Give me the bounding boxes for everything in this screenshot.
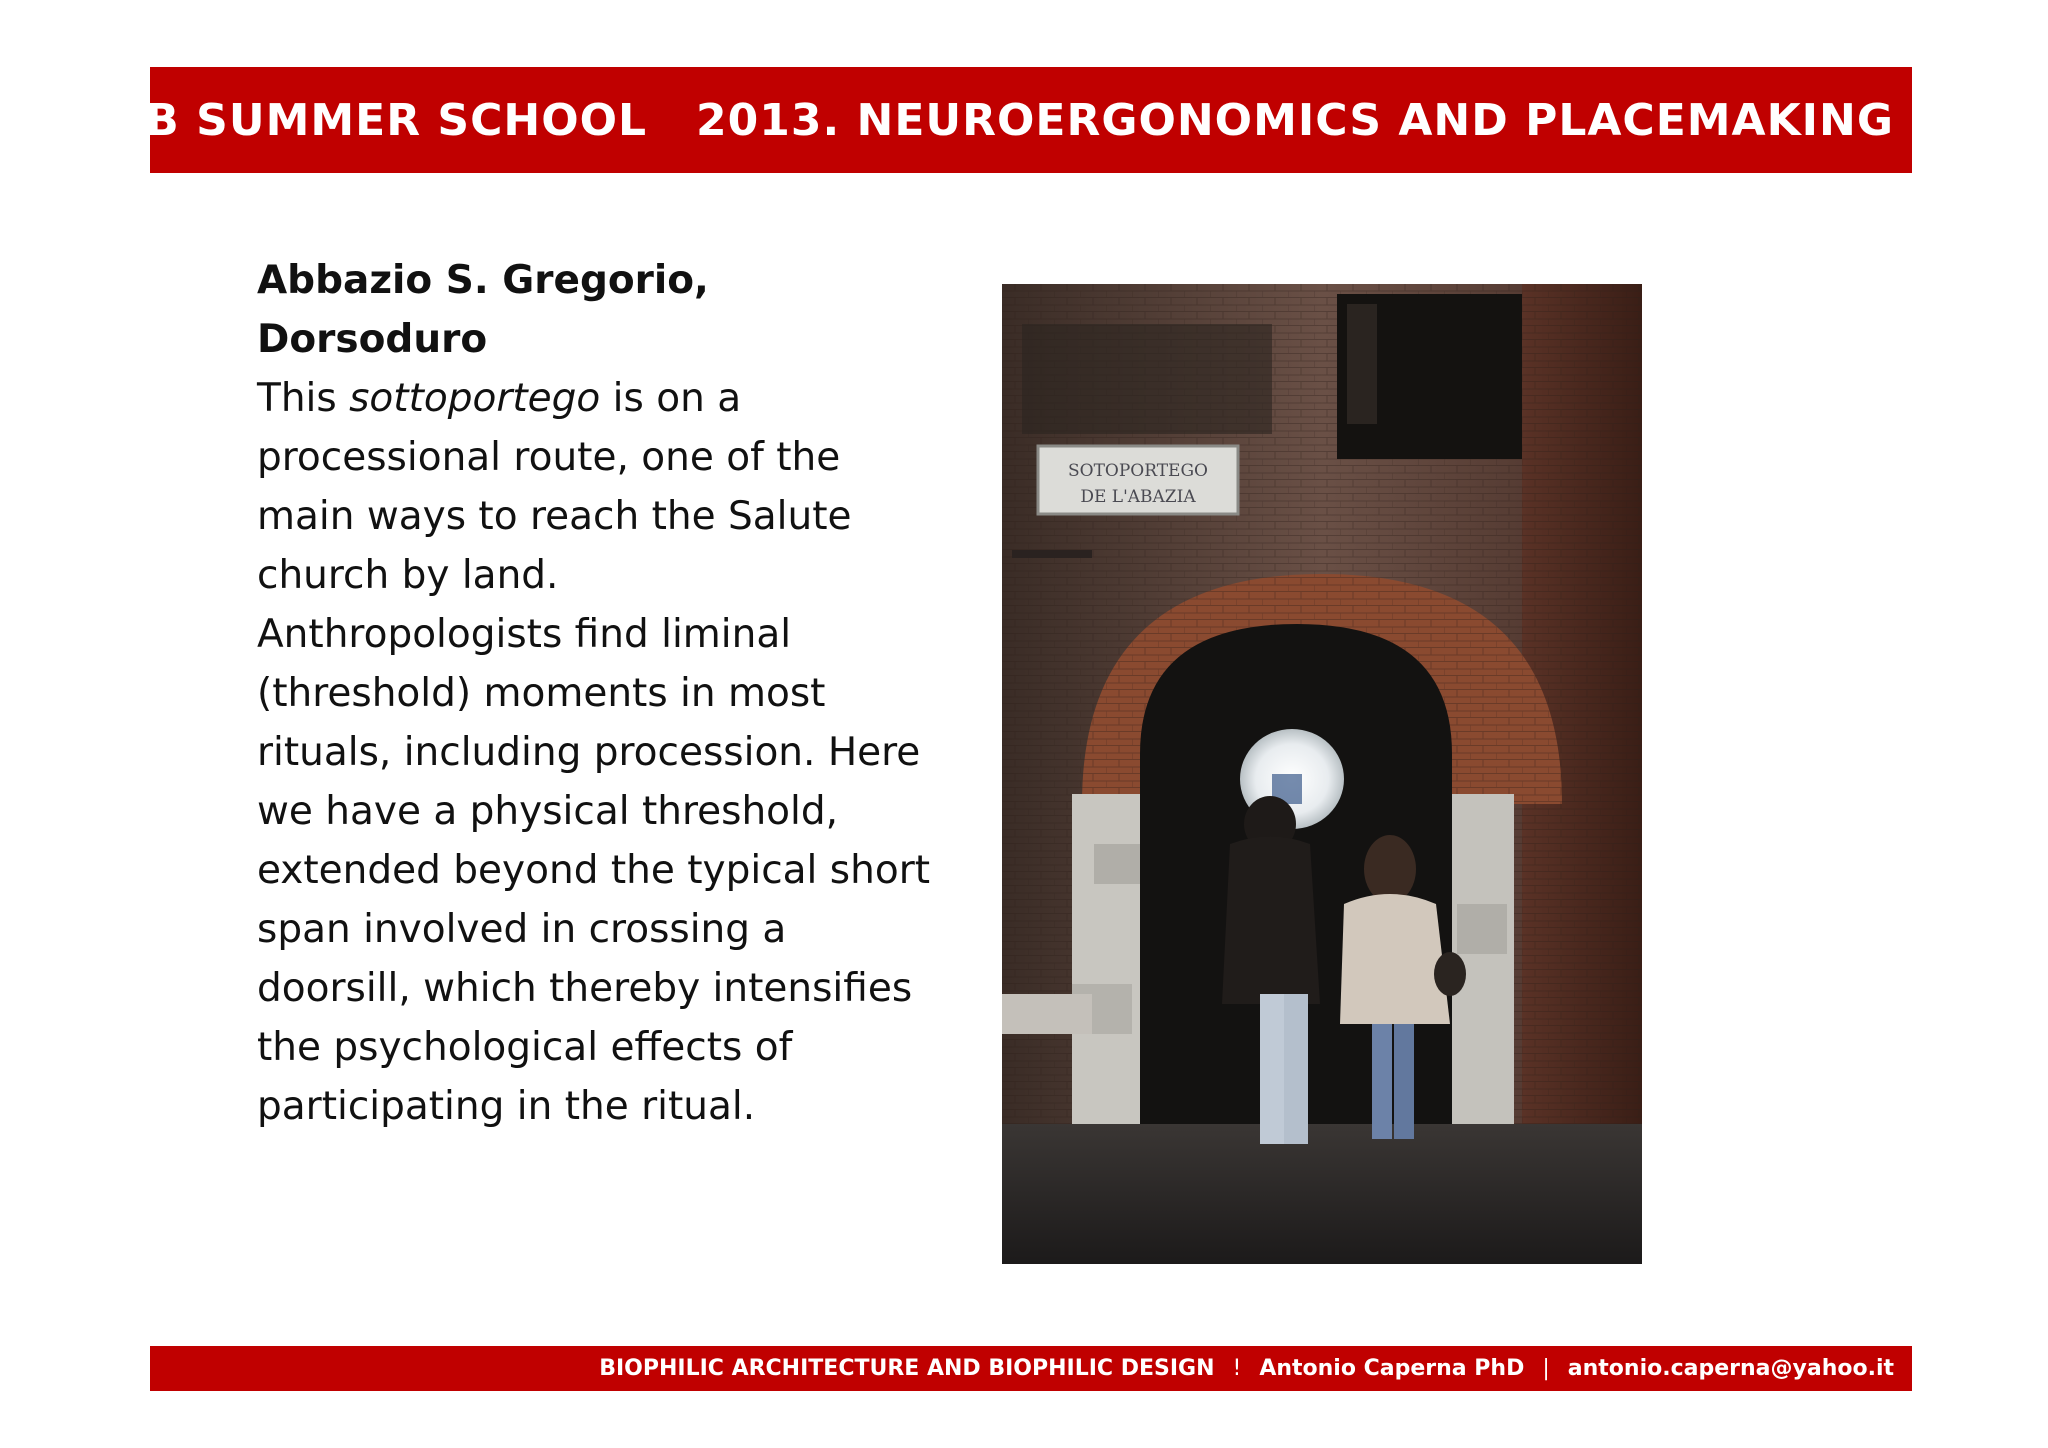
footer-author: Antonio Caperna PhD bbox=[1259, 1356, 1525, 1381]
intro-italic-term: sottoportego bbox=[349, 376, 601, 421]
footer-separator-2: | bbox=[1542, 1356, 1550, 1381]
footer-separator-1: ! bbox=[1232, 1356, 1242, 1381]
header-title: ISB SUMMER SCHOOL 2013. NEUROERGONOMICS AND PLACEMAKING bbox=[95, 94, 1894, 146]
sign-line-2: DE L'ABAZIA bbox=[1080, 487, 1196, 507]
intro-text-end: is on a processional route, one of the main ways to reach the Salute church by land. bbox=[257, 376, 852, 598]
footer-course: BIOPHILIC ARCHITECTURE AND BIOPHILIC DESIGN bbox=[599, 1356, 1215, 1381]
header-bar bbox=[95, 67, 1912, 173]
intro-paragraph bbox=[257, 369, 937, 605]
footer-bar bbox=[150, 1346, 1912, 1391]
sign-line-1: SOTOPORTEGO bbox=[1067, 461, 1209, 481]
sottoportego-photo bbox=[1002, 284, 1642, 1264]
intro-text-start: This bbox=[257, 376, 350, 421]
footer-email[interactable]: antonio.caperna@yahoo.it bbox=[1567, 1356, 1894, 1381]
body-paragraph: Anthropologists find liminal (threshold) moments in most rituals, including procession. Here we have a physical threshold, extended beyond the typical short span involved in crossing a doorsill, which thereby intensifies the psychological effects of participating in the ritual. bbox=[257, 612, 931, 1129]
slide-body bbox=[257, 251, 937, 1136]
slide-heading: Abbazio S. Gregorio, Dorsoduro bbox=[257, 258, 709, 362]
